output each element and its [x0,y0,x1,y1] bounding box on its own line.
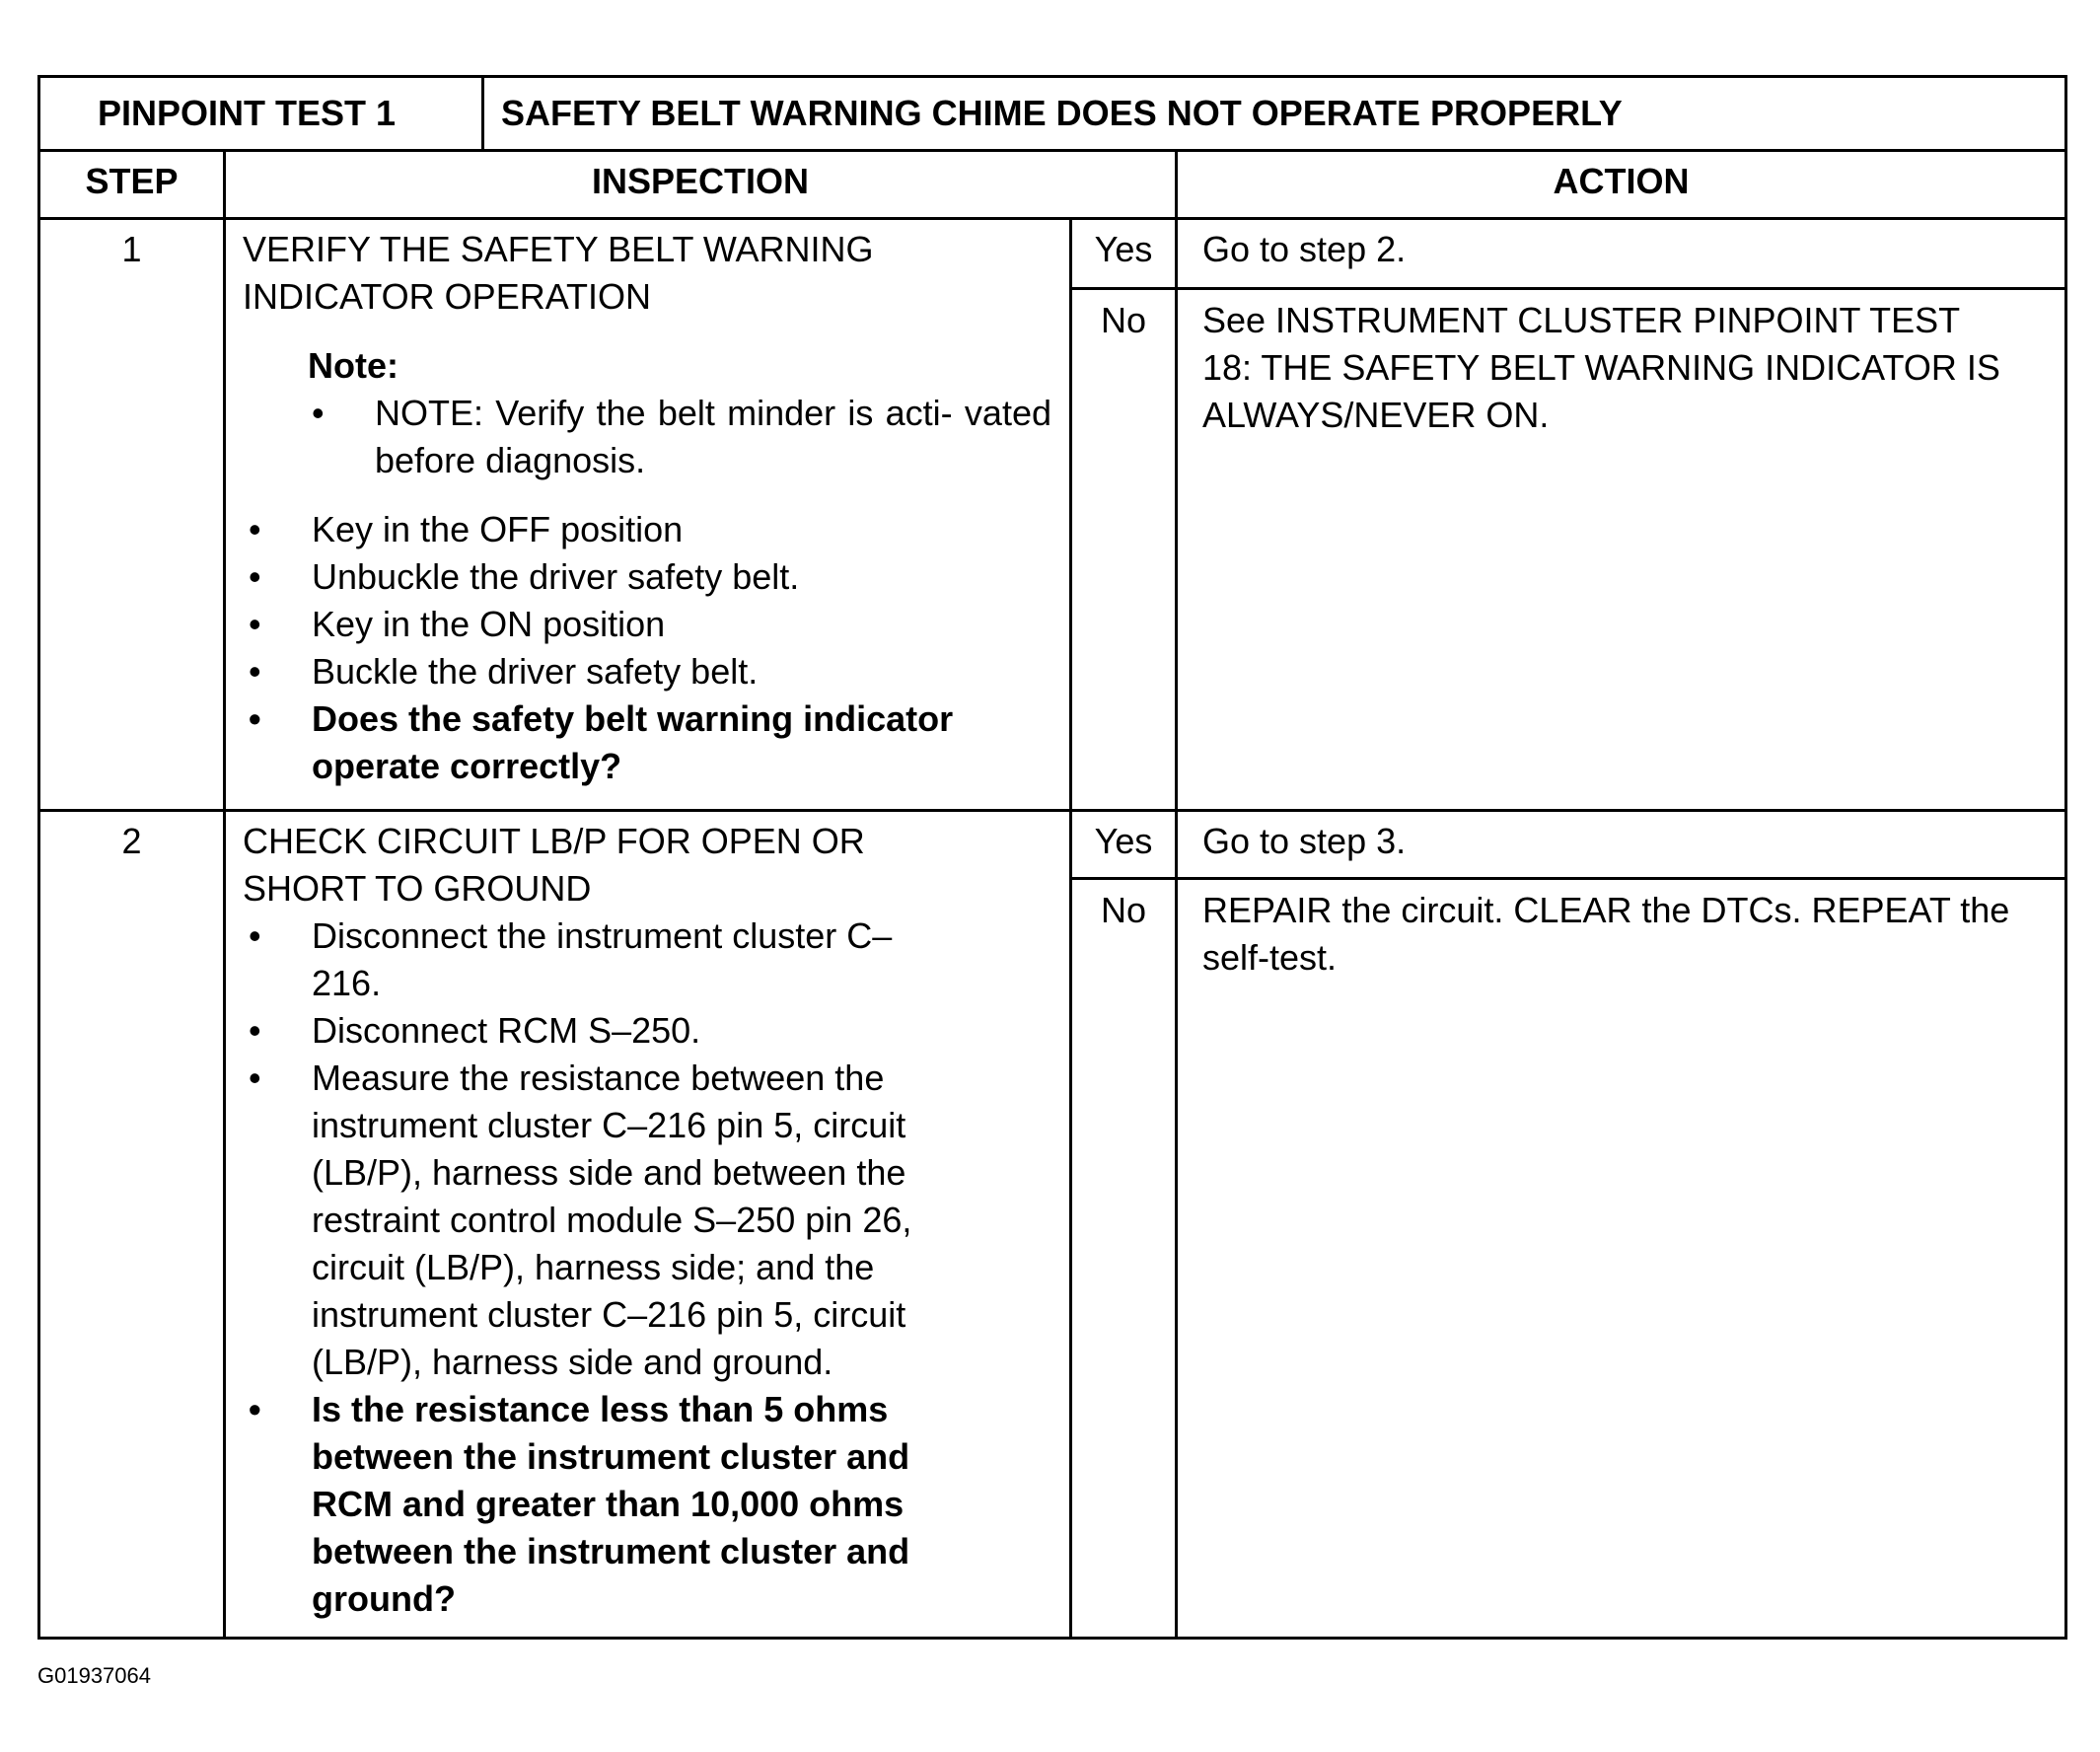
no-label: No [1100,300,1147,340]
no-label: No [1100,890,1147,930]
column-header-inspection: INSPECTION [591,161,810,201]
yes-label: Yes [1094,821,1153,861]
rule-between-steps [40,809,2064,812]
bullet-item: • Key in the OFF position [243,506,1051,553]
yes-action: Go to step 3. [1202,821,1407,861]
yes-action: Go to step 2. [1202,229,1407,269]
note-text: • NOTE: Verify the belt minder is acti- vated before diagnosis. [306,390,1051,484]
step-inspection [243,226,1051,790]
figure-id: G01937064 [37,1663,151,1688]
test-label: PINPOINT TEST 1 [98,93,397,133]
column-header-action: ACTION [1553,161,1690,201]
rule-step-column [223,149,226,1637]
bullet-item: • Buckle the driver safety belt. [243,648,1051,695]
bullet-item: • Key in the ON position [243,601,1051,648]
bullet-item: • Disconnect RCM S–250. [243,1007,973,1055]
bullet-question: • Does the safety belt warning indicator operate correctly? [243,695,1051,790]
no-action: REPAIR the circuit. CLEAR the DTCs. REPEAT the self-test. [1202,890,2010,978]
step-number: 1 [121,229,142,269]
inspection-bullets [243,506,1051,790]
pinpoint-test-table [37,75,2067,1640]
note-list [306,390,1051,484]
rule-title-divider [481,78,484,149]
rule-step2-yes-no [1069,877,2064,880]
rule-below-headers [40,217,2064,220]
step-inspection [243,818,1032,1623]
inspection-bullets [243,912,973,1623]
rule-action-column [1175,149,1178,1637]
step-heading: CHECK CIRCUIT LB/P FOR OPEN OR SHORT TO GROUND [243,821,865,909]
test-title: SAFETY BELT WARNING CHIME DOES NOT OPERATE PROPERLY [501,93,1623,133]
bullet-item: • Unbuckle the driver safety belt. [243,553,1051,601]
note-label: Note: [308,345,398,386]
yes-label: Yes [1094,229,1153,269]
bullet-item: • Disconnect the instrument cluster C–216. [243,912,904,1007]
rule-step1-yes-no [1069,287,2064,290]
no-action: See INSTRUMENT CLUSTER PINPOINT TEST 18: THE SAFETY BELT WARNING INDICATOR IS ALWAYS/NEVER ON. [1202,300,2000,435]
step-number: 2 [121,821,142,861]
step-heading: VERIFY THE SAFETY BELT WARNING INDICATOR OPERATION [243,229,874,317]
bullet-item: • Measure the resistance between the instrument cluster C–216 pin 5, circuit (LB/P), harness side and between the restraint control module S–250 pin 26, circuit (LB/P), harness side; and the instrument cluster C–216 pin 5, circuit (LB/P), harness side and ground. [243,1055,973,1386]
rule-below-title [40,149,2064,152]
bullet-question: • Is the resistance less than 5 ohms between the instrument cluster and RCM and greater than 10,000 ohms between the instrument cluster and ground? [243,1386,973,1623]
column-header-step: STEP [85,161,179,201]
